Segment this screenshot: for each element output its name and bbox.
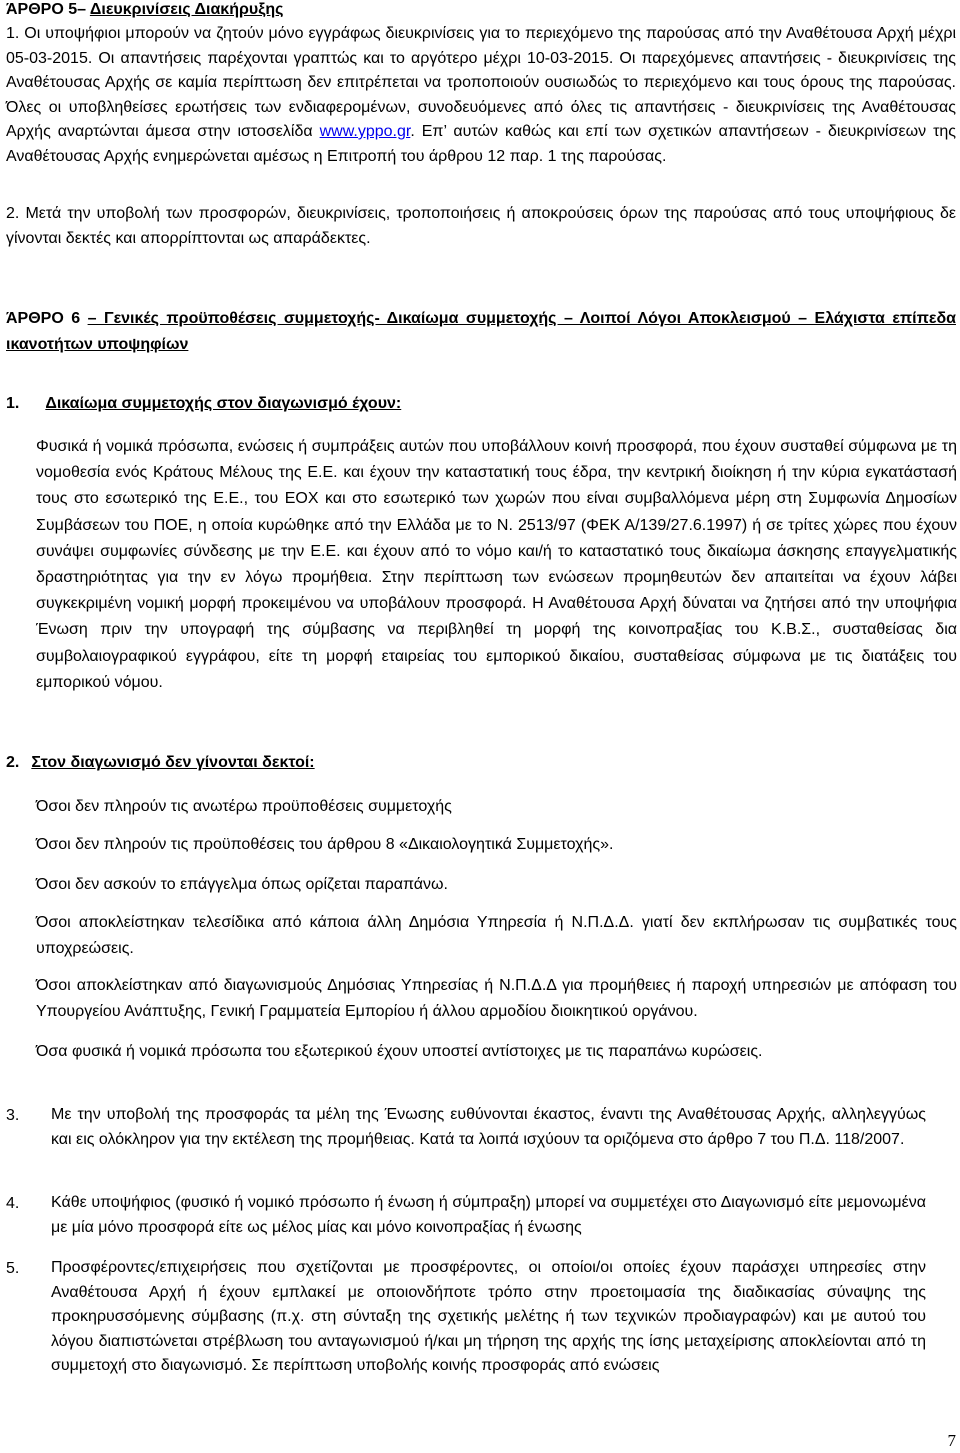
page-number: 7 [947,1431,956,1450]
section-2-heading: 2. Στον διαγωνισμό δεν γίνονται δεκτοί: [6,754,315,771]
section-1-heading: 1. Δικαίωμα συμμετοχής στον διαγωνισμό έχουν: [6,395,402,412]
numbered-paragraph-5: 5. Προσφέροντες/επιχειρήσεις που σχετίζονται με προσφέροντες, οι οποίοι/οι οποίες έχουν παράσχει υπηρεσίες στην Αναθέτουσα Αρχή ή έχουν εμπλακεί με οποιονδήποτε τρόπο στην προετοιμασία της διαδικασίας σύναψης της προκηρυσσόμενης σύμβασης (π.χ. στη σύνταξη της σχετικής μελέτης ή των τεχνικών προδιαγραφών) και με αυτού του λόγου διαπιστώνεται στρέβλωση του ανταγωνισμού ή/και μη τήρηση της αρχής της ίσης μεταχείρισης αποκλείονται από τη συμμετοχή στο διαγωνισμό. Σε περίπτωση υποβολής κοινής προσφοράς από ενώσεις [6,1259,926,1374]
article-5-paragraph-2: 2. Μετά την υποβολή των προσφορών, διευκρινίσεις, τροποποιήσεις ή αποκρούσεις όρων της παρούσας από τους υποψήφιους δε γίνονται δεκτές και απορρίπτονται ως απαράδεκτες. [6,205,956,247]
article-6-title: ΆΡΘΡΟ 6 – Γενικές προϋποθέσεις συμμετοχής- Δικαίωμα συμμετοχής – Λοιποί Λόγοι Αποκλεισμού – Ελάχιστα επίπεδα ικανοτήτων υποψηφίων [6,310,956,353]
article-5-paragraph-1: 1. Οι υποψήφιοι μπορούν να ζητούν μόνο εγγράφως διευκρινίσεις για το περιεχόμενο της παρούσας από την Αναθέτουσα Αρχή μέχρι 05-03-2015. Οι απαντήσεις παρέχονται γραπτώς και το αργότερο μέχρι 10-03-2015. Οι παρεχόμενες απαντήσεις - διευκρινίσεις της Αναθέτουσας Αρχής σε καμία περίπτωση δεν επιτρέπεται να τροποποιούν ουσιωδώς το περιεχόμενο και τους όρους της παρούσας. Όλες οι υποβληθείσες ερωτήσεις των ενδιαφερομένων, συνοδευόμενες από όλες τις απαντήσεις - διευκρινίσεις της Αναθέτουσας Αρχής αναρτώνται άμεσα στην ιστοσελίδα www.yppo.gr. Επ’ αυτών καθώς και επί των σχετικών απαντήσεων - διευκρινίσεων της Αναθέτουσας Αρχής ενημερώνεται αμέσως η Επιτροπή του άρθρου 12 παρ. 1 της παρούσας. [6,25,956,165]
exclusion-item: Όσα φυσικά ή νομικά πρόσωπα του εξωτερικού έχουν υποστεί αντίστοιχες με τις παραπάνω κυρώσεις. [36,1043,763,1060]
exclusion-item: Όσοι αποκλείστηκαν τελεσίδικα από κάποια άλλη Δημόσια Υπηρεσία ή Ν.Π.Δ.Δ. γιατί δεν εκπλήρωσαν τις συμβατικές τους υποχρεώσεις. [36,914,957,957]
exclusion-item: Όσοι δεν πληρούν τις προϋποθέσεις του άρθρου 8 «Δικαιολογητικά Συμμετοχής». [36,836,614,853]
article-5-title: ΆΡΘΡΟ 5– Διευκρινίσεις Διακήρυξης [6,1,284,18]
section-1-paragraph: Φυσικά ή νομικά πρόσωπα, ενώσεις ή συμπράξεις αυτών που υποβάλλουν κοινή προσφορά, που έχουν συσταθεί σύμφωνα με τη νομοθεσία ενός Κράτους Μέλους της Ε.Ε. και έχουν την καταστατική τους έδρα, την κεντρική διοίκηση ή την κύρια εγκατάστασή τους στο εσωτερικό της Ε.Ε., του ΕΟΧ και στο εσωτερικό των χωρών που είναι συμβαλλόμενα μέρη στη Συμφωνία Δημοσίων Συμβάσεων του ΠΟΕ, η οποία κυρώθηκε από την Ελλάδα με το Ν. 2513/97 (ΦΕΚ Α/139/27.6.1997) ή σε τρίτες χώρες που έχουν συνάψει συμφωνίες σύνδεσης με την Ε.Ε. και έχουν από το νόμο και/ή το καταστατικό τους δικαίωμα άσκησης επαγγελματικής δραστηριότητας για την εν λόγω προμήθεια. Στην περίπτωση των ενώσεων προμηθευτών δεν απαιτείται να έχουν λάβει συγκεκριμένη νομική μορφή προκειμένου να υποβάλουν προσφορά. Η Αναθέτουσα Αρχή δύναται να ζητήσει από την υποψήφια Ένωση πριν την υπογραφή της σύμβασης να περιβληθεί τη μορφή της κοινοπραξίας του Κ.Β.Σ., συσταθείσας δια συμβολαιογραφικού εγγράφου, είτε τη μορφή εταιρείας του εμπορικού δικαίου, συσταθείσας σύμφωνα με τις διατάξεις του εμπορικού νόμου. [36,438,957,691]
exclusion-item: Όσοι δεν ασκούν το επάγγελμα όπως ορίζεται παραπάνω. [36,876,448,893]
numbered-paragraph-4: 4. Κάθε υποψήφιος (φυσικό ή νομικό πρόσωπο ή ένωση ή σύμπραξη) μπορεί να συμμετέχει στο Διαγωνισμό είτε μεμονωμένα με μία μόνο προσφορά είτε ως μέλος μίας και μόνο κοινοπραξίας ή ένωσης [6,1194,926,1236]
article-5-title-underlined: Διευκρινίσεις Διακήρυξης [89,1,284,18]
exclusion-item: Όσοι δεν πληρούν τις ανωτέρω προϋποθέσεις συμμετοχής [36,798,452,815]
website-link[interactable]: www.yppo.gr [319,123,411,140]
exclusion-item: Όσοι αποκλείστηκαν από διαγωνισμούς Δημόσιας Υπηρεσίας ή Ν.Π.Δ.Δ για προμήθειες ή παροχή υπηρεσιών με απόφαση του Υπουργείου Ανάπτυξης, Γενική Γραμματεία Εμπορίου ή άλλου αρμοδίου διοικητικού οργάνου. [36,977,957,1020]
numbered-paragraph-3: 3. Με την υποβολή της προσφοράς τα μέλη της Ένωσης ευθύνονται έκαστος, έναντι της Αναθέτουσας Αρχής, αλληλεγγύως και εις ολόκληρον για την εκτέλεση της προμήθειας. Κατά τα λοιπά ισχύουν τα οριζόμενα στο άρθρο 7 του Π.Δ. 118/2007. [6,1106,926,1148]
